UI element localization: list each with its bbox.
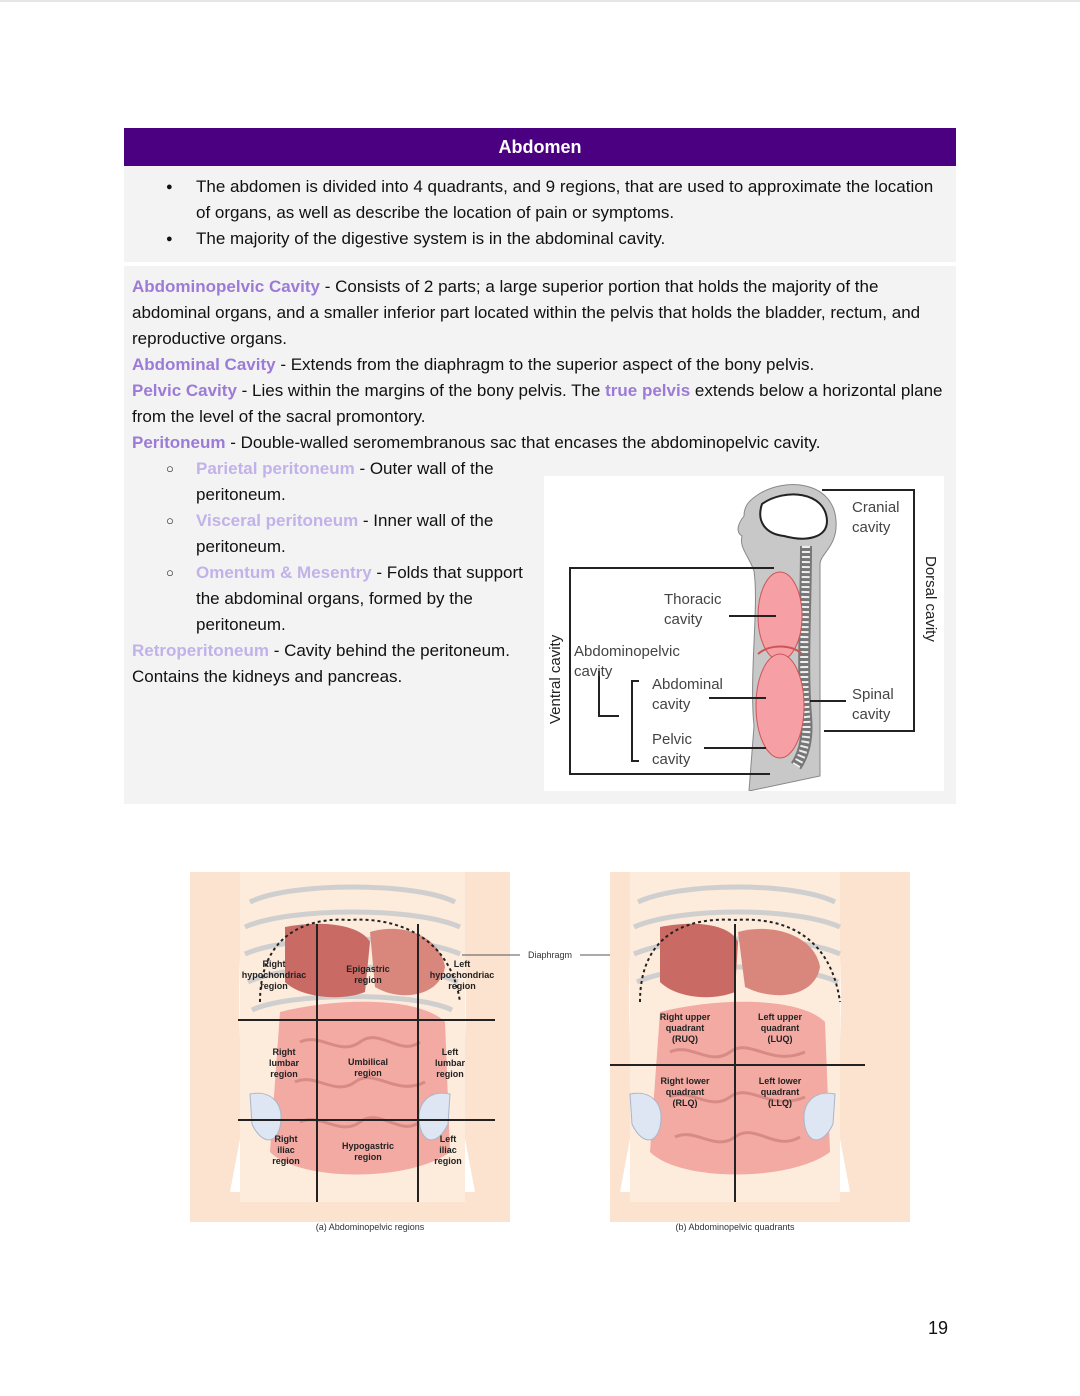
abdominal-regions-figure: [190, 862, 910, 1242]
quadrants-panel-b: [610, 872, 910, 1232]
bullet-item: ● The majority of the digestive system is in the abdominal cavity.: [196, 226, 940, 252]
thoracic-label: Thoracic: [664, 591, 722, 608]
caption-a: (a) Abdominopelvic regions: [315, 1222, 425, 1232]
quadrant-label: (RLQ): [672, 1098, 698, 1108]
body-cavities-figure: [544, 476, 944, 791]
page-number: 19: [928, 1318, 949, 1338]
abdominopelvic-label: Abdominopelvic: [574, 643, 680, 660]
abdominal-label: cavity: [652, 696, 691, 713]
region-label: Umbilical: [347, 1057, 389, 1067]
region-label: Left: [441, 1047, 459, 1057]
region-label: lumbar: [434, 1058, 466, 1068]
summary-bullets: [124, 166, 956, 262]
region-label: hypochondriac: [241, 970, 307, 980]
dorsal-label: Dorsal cavity: [922, 556, 939, 642]
term: Omentum & Mesentry: [196, 563, 372, 582]
term: Pelvic Cavity: [132, 381, 237, 400]
definition-text: - Extends from the diaphragm to the superior aspect of the bony pelvis.: [275, 355, 815, 374]
bullet-item: ● The abdomen is divided into 4 quadrants, and 9 regions, that are used to approximate the location of organs, as well as describe the location of pain or symptoms.: [196, 174, 940, 226]
definitions-block: [124, 266, 956, 804]
cavity-diagram: [544, 476, 944, 791]
region-label: region: [436, 1069, 464, 1079]
def-abdominal: [132, 352, 948, 378]
pelvic-label: Pelvic: [652, 731, 693, 748]
abdominal-organ: [756, 654, 804, 758]
liver: [285, 924, 370, 997]
region-label: region: [260, 981, 288, 991]
cranial-label: Cranial: [852, 499, 900, 516]
region-label: Right: [274, 1134, 298, 1144]
section-header: Abdomen: [124, 128, 956, 166]
sub-item: [132, 456, 536, 508]
quadrant-label: Left lower: [758, 1076, 802, 1086]
term: true pelvis: [605, 381, 691, 400]
quadrant-label: Right upper: [659, 1012, 711, 1022]
definition-text: - Outer wall of the peritoneum.: [196, 459, 494, 504]
region-label: iliac: [277, 1145, 295, 1155]
diaphragm-label: Diaphragm: [527, 950, 573, 960]
quadrant-label: quadrant: [760, 1087, 800, 1097]
def-retroperitoneum: [132, 638, 512, 690]
sub-item: [132, 560, 536, 638]
region-label: Hypogastric: [341, 1141, 395, 1151]
definition-text: - Double-walled seromembranous sac that encases the abdominopelvic cavity.: [225, 433, 821, 452]
term: Abdominopelvic Cavity: [132, 277, 320, 296]
region-label: region: [448, 981, 476, 991]
regions-panel-a: [190, 872, 510, 1232]
definition-text: extends below a horizontal plane from the level of the sacral promontory.: [132, 381, 943, 426]
region-label: region: [270, 1069, 298, 1079]
cranial-label: cavity: [852, 519, 891, 536]
definition-text: - Consists of 2 parts; a large superior portion that holds the majority of the abdominal organs, and a smaller inferior part located within the pelvis that holds the bladder, rectum, and reproductive organs.: [132, 277, 921, 348]
quadrant-label: quadrant: [665, 1023, 705, 1033]
abdominal-label: Abdominal: [652, 676, 723, 693]
spinal-label: cavity: [852, 706, 891, 723]
region-label: hypochondriac: [429, 970, 495, 980]
quadrant-label: Right lower: [660, 1076, 710, 1086]
region-label: Right: [272, 1047, 296, 1057]
region-label: lumbar: [268, 1058, 300, 1068]
term: Abdominal Cavity: [132, 355, 276, 374]
abdominopelvic-label: cavity: [574, 663, 613, 680]
quadrant-label: quadrant: [760, 1023, 800, 1033]
bullet-list: [140, 174, 940, 252]
region-label: region: [272, 1156, 300, 1166]
quadrant-label: (RUQ): [672, 1034, 698, 1044]
quadrant-label: (LUQ): [767, 1034, 793, 1044]
abdomen-panel: [124, 128, 956, 804]
definition-text: - Lies within the margins of the bony pelvis. The: [236, 381, 606, 400]
region-label: region: [354, 1068, 382, 1078]
term: Visceral peritoneum: [196, 511, 359, 530]
term: Parietal peritoneum: [196, 459, 355, 478]
region-label: region: [354, 1152, 382, 1162]
cranial-cavity-shape: [760, 494, 827, 538]
quadrant-label: (LLQ): [768, 1098, 792, 1108]
top-rule: [0, 0, 1080, 2]
ventral-label: Ventral cavity: [547, 634, 564, 724]
region-label: iliac: [439, 1145, 457, 1155]
liver: [660, 924, 738, 997]
caption-b: (b) Abdominopelvic quadrants: [675, 1222, 795, 1232]
region-label: region: [354, 975, 382, 985]
term: Retroperitoneum: [132, 641, 269, 660]
spinal-label: Spinal: [852, 686, 894, 703]
term: Peritoneum: [132, 433, 226, 452]
definition-text: - Inner wall of the peritoneum.: [196, 511, 494, 556]
region-label: Right: [262, 959, 286, 969]
sub-bracket: [632, 681, 639, 761]
def-abdominopelvic: [132, 274, 948, 352]
region-label: Left: [453, 959, 471, 969]
def-pelvic: [132, 378, 948, 430]
definition-text: - Folds that support the abdominal organs, formed by the peritoneum.: [196, 563, 523, 634]
region-label: region: [434, 1156, 462, 1166]
region-label: Left: [439, 1134, 457, 1144]
pelvic-label: cavity: [652, 751, 691, 768]
sub-item: [132, 508, 536, 560]
region-label: Epigastric: [346, 964, 390, 974]
def-peritoneum: [132, 430, 948, 456]
definition-text: - Cavity behind the peritoneum. Contains the kidneys and pancreas.: [132, 641, 510, 686]
regions-diagram: [190, 862, 910, 1242]
quadrant-label: quadrant: [665, 1087, 705, 1097]
quadrant-label: Left upper: [758, 1012, 802, 1022]
thoracic-label: cavity: [664, 611, 703, 628]
